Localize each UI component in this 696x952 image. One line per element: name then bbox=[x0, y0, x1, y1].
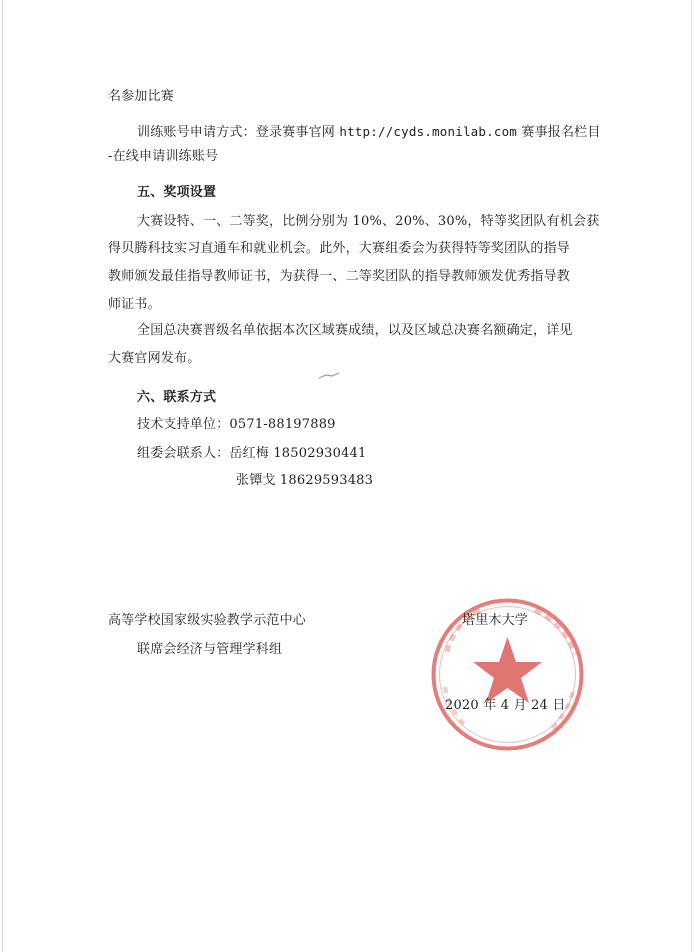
organizer-name: 高等学校国家级实验教学示范中心 bbox=[108, 613, 307, 628]
awards-paragraph-line: 教师颁发最佳指导教师证书，为获得一、二等奖团队的指导教师颁发优秀指导教 bbox=[108, 269, 571, 284]
section-5-heading: 五、奖项设置 bbox=[137, 185, 217, 200]
tech-support-line: 技术支持单位：0571-88197889 bbox=[137, 417, 336, 432]
contact-label: 组委会联系人： bbox=[137, 446, 230, 461]
issue-date: 2020 年 4 月 24 日 bbox=[445, 698, 566, 713]
account-text-b: 赛事报名栏目 bbox=[517, 125, 601, 140]
account-url: http://cyds.monilab.com bbox=[339, 124, 518, 139]
contact-line bbox=[137, 445, 367, 463]
scan-smudge bbox=[318, 372, 340, 380]
awards-paragraph-line: 大赛设特、一、二等奖，比例分别为 10%、20%、30%，特等奖团队有机会获 bbox=[137, 214, 600, 229]
section-6-heading: 六、联系方式 bbox=[137, 390, 217, 405]
university-name: 塔里木大学 bbox=[462, 613, 529, 628]
page-edge bbox=[2, 0, 3, 952]
finals-paragraph-line: 大赛官网发布。 bbox=[108, 351, 201, 366]
awards-paragraph-line: 得贝腾科技实习直通车和就业机会。此外，大赛组委会为获得特等奖团队的指导 bbox=[108, 241, 571, 256]
account-application-line-2: -在线申请训练账号 bbox=[108, 149, 219, 164]
finals-paragraph-line: 全国总决赛晋级名单依据本次区域赛成绩，以及区域总决赛名额确定，详见 bbox=[137, 323, 573, 338]
account-application-line bbox=[137, 123, 601, 142]
account-text-a: 训练账号申请方式：登录赛事官网 bbox=[137, 125, 340, 140]
contact-person: 岳红梅 18502930441 bbox=[229, 446, 367, 461]
awards-paragraph-line: 师证书。 bbox=[108, 297, 161, 312]
page-edge bbox=[691, 0, 692, 952]
contact-person: 张镡戈 18629593483 bbox=[236, 473, 374, 488]
continuation-line: 名参加比赛 bbox=[108, 89, 175, 104]
organizer-subgroup: 联席会经济与管理学科组 bbox=[137, 642, 283, 657]
